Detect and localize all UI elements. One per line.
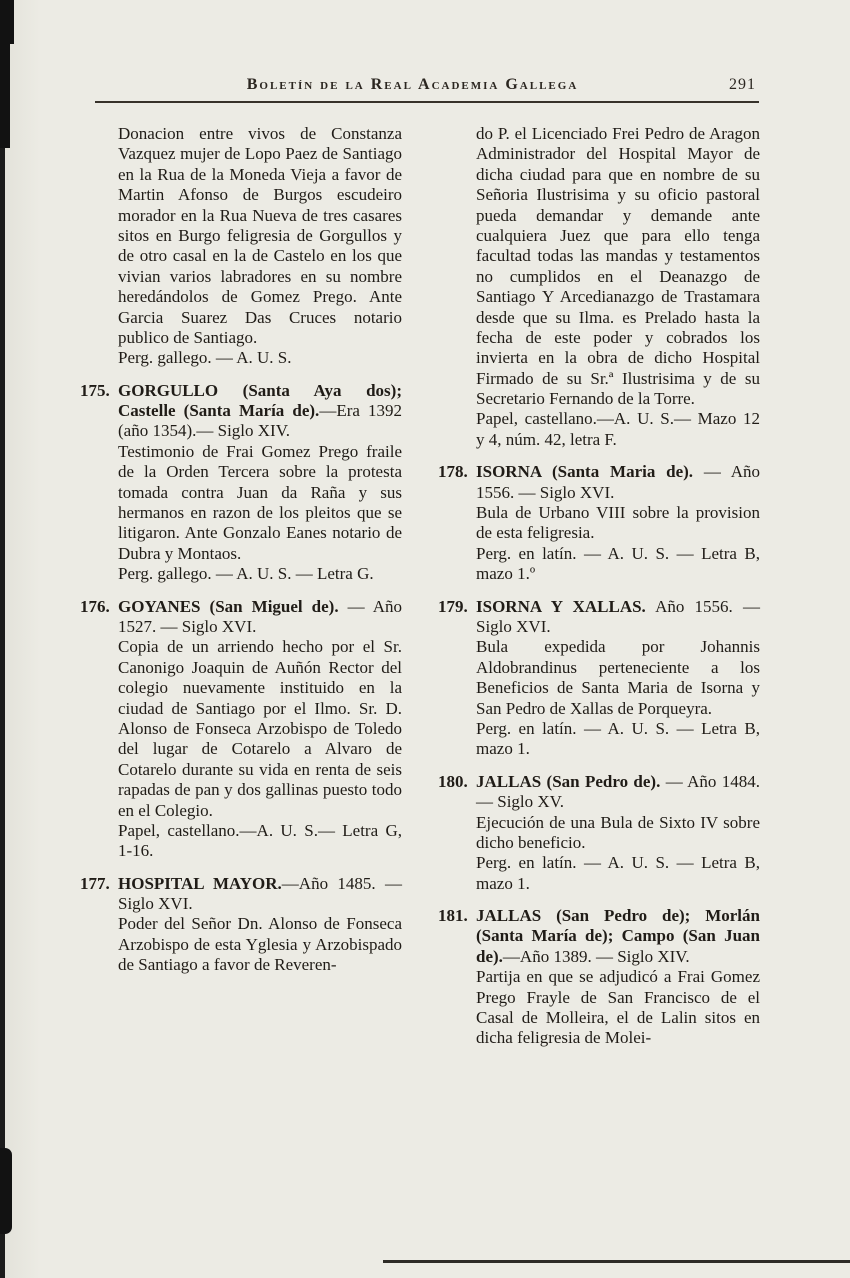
entry-body: Copia de un arriendo hecho por el Sr. Canonigo Joaquin de Auñón Rector del colegio nuevamente instituido en la ciudad de Santiago por el Ilmo. Sr. D. Alonso de Fonseca Arzobispo de Toledo del lugar de Cotarelo a Alvaro de Cotarelo durante su vida en renta de seis rapadas de pan y dos gallinas puesto todo en el Colegio. [118, 637, 402, 820]
entry-body: Bula de Urbano VIII sobre la provision de esta feligresia. [476, 503, 760, 543]
catalog-entry-177 [80, 874, 402, 976]
catalog-entry-179 [438, 597, 760, 760]
scan-artifact-left-edge [0, 0, 5, 1278]
entry-title: GOYANES (San Miguel de). [118, 596, 339, 616]
entry-body: Bula expedida por Johannis Aldobrandinus perteneciente a los Beneficios de Santa Maria de Isorna y San Pedro de Xallas de Porqueyra. [476, 637, 760, 718]
entry-content [476, 462, 760, 584]
entry-content [118, 874, 402, 976]
entry-reference: Perg. en latín. — A. U. S. — Letra B, mazo 1. [476, 718, 760, 759]
entry-date: — Año 1527. — Siglo XVI. [118, 596, 403, 636]
entry-reference: Papel, castellano.—A. U. S.— Letra G, 1-16. [118, 820, 402, 861]
entry-date: — Año 1556. — Siglo XVI. [476, 462, 760, 502]
journal-title: Boletín de la Real Academia Gallega [246, 76, 579, 93]
entry-content [118, 381, 402, 585]
entry-reference: Perg. gallego. — A. U. S. — Letra G. [118, 564, 374, 584]
entry-heading [476, 597, 760, 638]
column-left [80, 124, 402, 1061]
continuation-body: Donacion entre vivos de Constanza Vazquez mujer de Lopo Paez de Santiago en la Rua de la Moneda Vieja a favor de Martin Afonso de Burgos escudeiro morador en la Rua Nueva de tres casares sitos en Burgo feligresia de Gorgullos y de otro casal en la de Castelo en los que vivian varios labradores en su nombre heredándolos de Gomez Prego. Ante Garcia Suarez Das Cruces notario publico de Santiago. [118, 124, 402, 347]
entry-body: Poder del Señor Dn. Alonso de Fonseca Arzobispo de esta Yglesia y Arzobispado de Santiago a favor de Reveren- [118, 914, 402, 975]
entry-number: 178. [438, 462, 468, 482]
entry-heading [476, 772, 760, 813]
scan-artifact-left-bottom [0, 1148, 12, 1234]
catalog-entry-176 [80, 597, 402, 862]
entry-heading [118, 381, 402, 442]
entry-number: 175. [80, 380, 110, 400]
entry-content [476, 906, 760, 1049]
entry-date: —Año 1485. — Siglo XVI. [118, 873, 403, 914]
entry-heading [118, 597, 402, 638]
entry-body: Ejecución de una Bula de Sixto IV sobre dicho beneficio. [476, 812, 760, 852]
header-rule [95, 101, 759, 103]
entry-date: — Año 1484. — Siglo XV. [476, 771, 761, 812]
entry-number: 181. [438, 906, 468, 926]
page-header [96, 76, 756, 94]
entry-number: 179. [438, 596, 468, 616]
entry-reference: Perg. en latín. — A. U. S. — Letra B, mazo 1.º [476, 543, 760, 584]
continuation-block-left [118, 124, 402, 369]
entry-title: GORGULLO (Santa Aya dos); Castelle (Santa María de). [118, 380, 402, 421]
continuation-reference: Papel, castellano.—A. U. S.— Mazo 12 y 4, núm. 42, letra F. [476, 409, 760, 449]
entry-title: JALLAS (San Pedro de); Morlán (Santa María de); Campo (San Juan de). [476, 906, 760, 966]
continuation-reference: Perg. gallego. — A. U. S. [118, 348, 292, 368]
catalog-entry-175 [80, 381, 402, 585]
entry-title: ISORNA Y XALLAS. [476, 596, 646, 616]
entry-content [476, 772, 760, 894]
scan-artifact-top-corner [0, 0, 14, 44]
catalog-entry-180 [438, 772, 760, 894]
entry-date: Año 1556. — Siglo XVI. [476, 596, 760, 636]
entry-body: Partija en que se adjudicó a Frai Gomez Prego Frayle de San Francisco de el Casal de Molleira, el de Lalin sitos en dicha feligresia de Molei- [476, 967, 760, 1048]
entry-heading [476, 906, 760, 967]
entry-number: 176. [80, 596, 110, 616]
entry-number: 180. [438, 771, 468, 791]
entry-content [476, 597, 760, 760]
entry-heading [118, 874, 402, 915]
entry-content [118, 597, 402, 862]
entry-reference: Perg. en latín. — A. U. S. — Letra B, mazo 1. [476, 853, 760, 893]
entry-body: Testimonio de Frai Gomez Prego fraile de la Orden Tercera sobre la protesta tomada contra Juan da Raña y sus hermanos en razon de los pleitos que se litigaron. Ante Gonzalo Eanes notario de Dubra y Montaos. [118, 441, 402, 563]
catalog-entry-181 [438, 906, 760, 1049]
column-right [438, 124, 760, 1061]
entry-date: —Año 1389. — Siglo XIV. [502, 946, 690, 966]
continuation-block-right [476, 124, 760, 450]
entry-title: JALLAS (San Pedro de). [476, 771, 661, 791]
continuation-body: do P. el Licenciado Frei Pedro de Aragon Administrador del Hospital Mayor de dicha ciudad para que en nombre de su Señoria Ilustrisima y su oficio pastoral pueda demandar y demande ante cualquiera Juez que para ello tenga facultad todas las mandas y testamentos no cumplidos en el Deanazgo de Santiago Y Arcedianazgo de Trastamara desde que su Ilma. es Prelado hasta la fecha de este poder y cobrados los invierta en la obra de dicho Hospital Firmado de su Sr.ª Ilustrisima y de su Secretario Fernando de la Torre. [476, 124, 760, 409]
text-columns [80, 124, 760, 1061]
entry-number: 177. [80, 873, 110, 893]
page-number: 291 [729, 76, 756, 93]
entry-heading [476, 462, 760, 503]
scan-artifact-bottom-line [383, 1260, 850, 1263]
entry-title: ISORNA (Santa Maria de). [476, 462, 694, 482]
entry-date: —Era 1392 (año 1354).— Siglo XIV. [118, 401, 402, 441]
catalog-entry-178 [438, 462, 760, 584]
entry-title: HOSPITAL MAYOR. [118, 873, 282, 893]
